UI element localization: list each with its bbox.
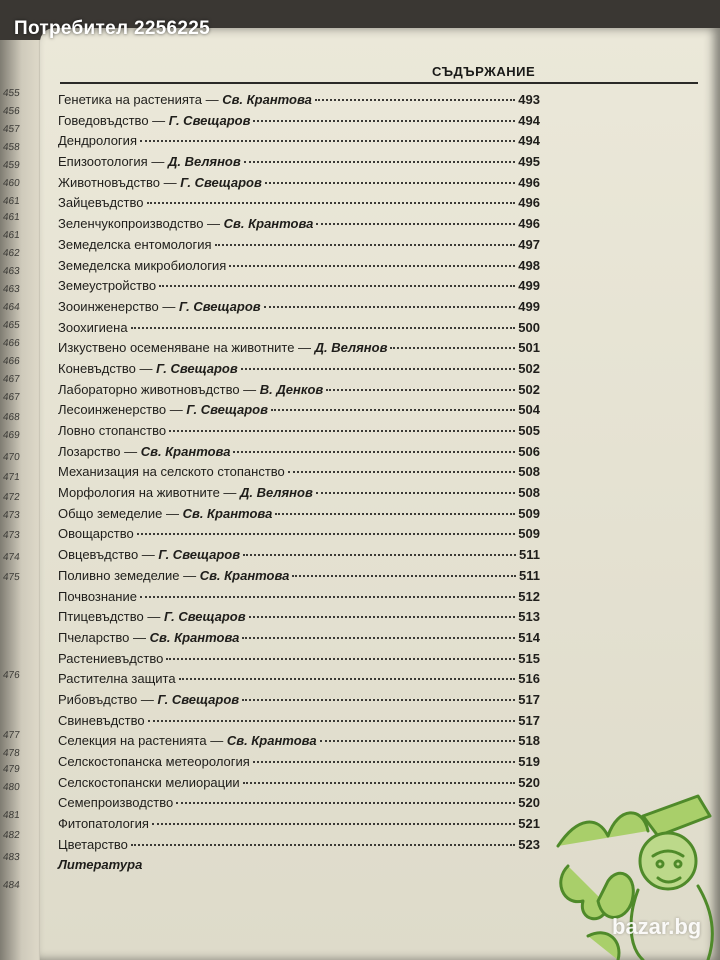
toc-dot-leader: [243, 554, 516, 556]
toc-entry-title: Поливно земеделие: [58, 567, 180, 583]
margin-page-number: 457: [2, 124, 21, 135]
toc-entry-title: Коневъдство: [58, 360, 136, 376]
toc-entry-title: Птицевъдство: [58, 609, 144, 625]
toc-dot-leader: [152, 823, 515, 825]
toc-entry: [58, 278, 540, 299]
toc-dot-leader: [326, 389, 515, 391]
header-divider: [60, 82, 698, 84]
toc-entry-dash: —: [137, 691, 158, 707]
toc-dot-leader: [244, 161, 516, 163]
toc-page-number: 496: [518, 216, 540, 232]
toc-entry-dash: —: [129, 629, 150, 645]
toc-entry-heading: [58, 837, 128, 852]
toc-entry-title: Лозарство: [58, 443, 121, 459]
toc-page-number: 502: [518, 360, 540, 376]
toc-entry-author: Св. Крантова: [223, 216, 314, 232]
toc-page-number: 514: [518, 629, 540, 645]
toc-entry-dash: —: [203, 216, 224, 232]
toc-entry-title: Овощарство: [58, 526, 134, 542]
margin-page-number: 470: [2, 452, 21, 463]
toc-entry: [58, 485, 540, 506]
toc-entry-title: Лесоинженерство: [58, 402, 167, 418]
toc-entry-author: Г. Свещаров: [179, 298, 261, 314]
toc-entry-dash: —: [148, 112, 169, 128]
toc-entry-dash: —: [135, 360, 157, 376]
toc-entry-title: Зоохигиена: [58, 319, 128, 335]
toc-entry-dash: —: [143, 609, 164, 625]
toc-entry-author: Св. Крантова: [149, 629, 240, 645]
toc-entry: [58, 444, 540, 465]
toc-entry-heading: [58, 816, 149, 831]
toc-entry: [58, 547, 540, 568]
user-watermark: Потребител 2256225: [14, 18, 211, 39]
toc-dot-leader: [315, 99, 515, 101]
margin-page-number: 461: [2, 212, 21, 223]
toc-entry-author: Г. Свещаров: [163, 609, 246, 625]
toc-entry-dash: —: [239, 381, 260, 397]
toc-dot-leader: [131, 327, 516, 329]
toc-entry-title: Земеделска ентомология: [58, 236, 212, 252]
toc-entry-author: Г. Свещаров: [156, 360, 238, 376]
toc-dot-leader: [253, 120, 515, 122]
toc-page-number: 523: [518, 836, 540, 852]
toc-entry-heading: [58, 857, 142, 872]
toc-dot-leader: [148, 720, 516, 722]
toc-entry-heading: [58, 92, 312, 107]
toc-dot-leader: [320, 740, 516, 742]
toc-page-number: 520: [518, 795, 540, 811]
toc-page-number: 520: [518, 774, 540, 790]
toc-page-number: 495: [518, 154, 540, 170]
toc-page-number: 504: [518, 402, 540, 418]
toc-page-number: 508: [518, 464, 540, 480]
margin-page-number: 466: [2, 356, 21, 367]
toc-page-number: 494: [518, 133, 540, 149]
toc-entry: [58, 837, 540, 858]
toc-entry: [58, 630, 540, 651]
toc-entry-heading: [58, 299, 261, 314]
toc-dot-leader: [179, 678, 516, 680]
toc-dot-leader: [166, 658, 515, 660]
toc-dot-leader: [275, 513, 515, 515]
toc-page-number: 500: [518, 319, 540, 335]
toc-entry-author: Св. Крантова: [222, 92, 312, 107]
toc-entry-title: Земеустройство: [58, 278, 157, 294]
margin-page-number: 462: [2, 248, 21, 259]
toc-entry: [58, 464, 540, 485]
toc-dot-leader: [229, 265, 515, 267]
toc-entry: [58, 754, 540, 775]
toc-entry-heading: [58, 340, 387, 355]
toc-entry-dash: —: [120, 443, 141, 459]
toc-entry: [58, 609, 540, 630]
toc-dot-leader: [292, 575, 516, 577]
margin-page-number: 463: [2, 266, 21, 277]
toc-entry-heading: [58, 444, 230, 459]
toc-entry-title: Свиневъдство: [58, 712, 145, 728]
toc-page-number: 519: [518, 754, 540, 769]
toc-entry: [58, 340, 540, 361]
margin-page-number: 467: [2, 374, 21, 385]
toc-entry: [58, 195, 540, 216]
toc-entry: [58, 857, 540, 878]
margin-page-number: 474: [2, 552, 21, 563]
toc-page-number: 517: [518, 691, 540, 707]
toc-entry-title: Зайцевъдство: [58, 195, 144, 211]
toc-entry: [58, 713, 540, 734]
toc-entry-title: Литература: [58, 857, 143, 873]
toc-dot-leader: [159, 285, 515, 287]
toc-page-number: 494: [518, 112, 540, 128]
toc-entry-heading: [58, 258, 226, 273]
toc-page-number: 496: [518, 174, 540, 190]
toc-entry-title: Говедовъдство: [58, 112, 149, 128]
toc-entry-author: Г. Свещаров: [180, 174, 262, 190]
toc-entry-heading: [58, 154, 241, 169]
toc-entry-dash: —: [166, 402, 187, 418]
toc-entry-heading: [58, 423, 166, 438]
toc-dot-leader: [249, 616, 516, 618]
margin-page-number: 476: [2, 670, 21, 681]
toc-dot-leader: [253, 761, 515, 763]
toc-entry-author: Г. Свещаров: [157, 691, 240, 707]
toc-entry: [58, 382, 540, 403]
toc-entry-title: Растителна защита: [58, 671, 176, 687]
toc-entry-heading: [58, 630, 239, 645]
toc-page-number: 502: [518, 381, 540, 397]
toc-page-number: 497: [518, 236, 540, 252]
toc-page-number: 506: [518, 443, 540, 459]
margin-page-number: 455: [2, 88, 21, 99]
toc-entry: [58, 175, 540, 196]
margin-page-number: 461: [2, 230, 21, 241]
toc-entry-title: Зеленчукопроизводство: [58, 216, 204, 232]
toc-dot-leader: [271, 409, 515, 411]
toc-page-number: 499: [518, 298, 540, 314]
toc-entry-heading: [58, 237, 212, 252]
toc-entry-heading: [58, 464, 285, 479]
toc-entry: [58, 423, 540, 444]
toc-page-number: 501: [518, 340, 540, 356]
toc-entry-author: Д. Велянов: [167, 154, 241, 170]
toc-entry-title: Зооинженерство: [58, 298, 159, 314]
toc-entry-title: Общо земеделие: [58, 505, 163, 521]
toc-entry-title: Животновъдство: [58, 174, 160, 190]
margin-page-number: 480: [2, 782, 21, 793]
toc-dot-leader: [131, 844, 515, 846]
toc-page-number: 505: [518, 423, 540, 438]
toc-dot-leader: [316, 492, 515, 494]
toc-dot-leader: [233, 451, 515, 453]
toc-dot-leader: [169, 430, 515, 432]
toc-entry: [58, 775, 540, 796]
toc-page-number: 518: [518, 733, 540, 749]
margin-page-number: 466: [2, 338, 21, 349]
margin-page-number: 475: [2, 572, 21, 583]
toc-entry-dash: —: [159, 174, 181, 190]
toc-entry-heading: [58, 526, 134, 541]
toc-entry-title: Селскостопански мелиорации: [58, 774, 240, 790]
margin-page-number: 468: [2, 412, 21, 423]
toc-entry-title: Овцевъдство: [58, 547, 139, 563]
toc-entry-heading: [58, 485, 313, 500]
toc-dot-leader: [241, 368, 516, 370]
toc-entry: [58, 299, 540, 320]
toc-entry-dash: —: [147, 154, 168, 170]
toc-page-number: 509: [518, 505, 540, 521]
toc-entry-title: Изкуствено осеменяване на животните: [58, 340, 295, 356]
toc-entry-heading: [58, 754, 250, 769]
toc-entry-title: Морфология на животните: [58, 485, 220, 501]
toc-entry-dash: —: [179, 567, 200, 583]
toc-entry-author: Д. Велянов: [240, 485, 313, 501]
toc-entry-author: Г. Свещаров: [186, 402, 268, 418]
toc-entry-heading: [58, 733, 317, 748]
toc-entry-title: Епизоотология: [58, 154, 148, 170]
toc-dot-leader: [242, 637, 515, 639]
toc-entry-heading: [58, 589, 137, 604]
margin-page-number: 481: [2, 810, 21, 821]
toc-entry-title: Механизация на селското стопанство: [58, 464, 285, 480]
toc-entry-author: Д. Велянов: [314, 340, 388, 356]
margin-page-number: 471: [2, 472, 21, 483]
margin-page-number: 469: [2, 430, 21, 441]
margin-page-number: 456: [2, 106, 21, 117]
toc-entry-author: Св. Крантова: [182, 505, 273, 521]
toc-entry: [58, 154, 540, 175]
toc-entry-heading: [58, 713, 145, 728]
bazar-logo: bazar.bg: [612, 914, 702, 939]
toc-page-number: 516: [518, 671, 540, 687]
toc-entry-heading: [58, 547, 240, 562]
toc-entry-title: Генетика на растенията: [58, 92, 202, 107]
margin-page-number: 465: [2, 320, 21, 331]
toc-dot-leader: [176, 802, 515, 804]
toc-entry-author: Св. Крантова: [199, 567, 290, 583]
toc-dot-leader: [147, 202, 516, 204]
toc-entry-heading: [58, 671, 176, 686]
toc-entry-heading: [58, 133, 137, 148]
toc-entry-title: Земеделска микробиология: [58, 257, 227, 273]
margin-page-number: 477: [2, 730, 21, 741]
toc-page-number: 493: [518, 92, 540, 107]
toc-entry-heading: [58, 175, 262, 190]
toc-dot-leader: [242, 699, 515, 701]
toc-entry-dash: —: [219, 485, 241, 501]
toc-entry: [58, 320, 540, 341]
toc-entry-author: Г. Свещаров: [158, 547, 241, 563]
toc-entry: [58, 506, 540, 527]
toc-dot-leader: [137, 533, 516, 535]
toc-entry-heading: [58, 795, 173, 810]
page-title: СЪДЪРЖАНИЕ: [432, 64, 536, 79]
margin-page-number: 464: [2, 302, 21, 313]
toc-entry-title: Растениевъдство: [58, 650, 164, 666]
toc-entry-heading: [58, 692, 239, 707]
toc-dot-leader: [316, 223, 515, 225]
toc-entry-heading: [58, 113, 250, 128]
toc-dot-leader: [140, 140, 515, 142]
toc-entry-dash: —: [162, 505, 183, 521]
toc-entry: [58, 526, 540, 547]
toc-page-number: 508: [518, 485, 540, 501]
toc-entry: [58, 589, 540, 610]
margin-page-number: 461: [2, 196, 21, 207]
toc-page-number: 499: [518, 278, 540, 294]
toc-page-number: 512: [518, 588, 540, 604]
toc-entry: [58, 692, 540, 713]
toc-entry-dash: —: [201, 92, 223, 107]
toc-entry-title: Почвознание: [58, 588, 137, 604]
toc-page-number: 496: [518, 195, 540, 211]
toc-entry-author: В. Денков: [259, 381, 324, 397]
toc-dot-leader: [288, 471, 516, 473]
toc-entry: [58, 113, 540, 134]
toc-entry-heading: [58, 506, 272, 521]
toc-entry-author: Св. Крантова: [140, 443, 231, 459]
toc-entry: [58, 651, 540, 672]
toc-entry-dash: —: [294, 340, 315, 356]
toc-entry: [58, 795, 540, 816]
toc-entry-title: Цветарство: [58, 836, 128, 852]
toc-dot-leader: [264, 306, 516, 308]
toc-entry: [58, 216, 540, 237]
toc-entry-title: Ловно стопанство: [58, 423, 167, 438]
margin-page-number: 473: [2, 530, 21, 541]
toc-entry-title: Селскостопанска метеорология: [58, 754, 250, 769]
toc-entry: [58, 361, 540, 382]
toc-page-number: 517: [518, 712, 540, 728]
toc-page-number: 509: [518, 526, 540, 542]
margin-page-number: 458: [2, 142, 21, 153]
toc-entry-title: Лабораторно животновъдство: [58, 381, 240, 397]
toc-entry: [58, 402, 540, 423]
toc-entry-heading: [58, 609, 246, 624]
toc-entry-heading: [58, 320, 128, 335]
margin-page-number: 459: [2, 160, 21, 171]
toc-dot-leader: [215, 244, 516, 246]
toc-entry-title: Семепроизводство: [58, 795, 174, 811]
toc-entry-title: Рибовъдство: [58, 691, 138, 707]
toc-entry: [58, 733, 540, 754]
toc-entry: [58, 671, 540, 692]
toc-entry-heading: [58, 216, 313, 231]
toc-page-number: 511: [519, 567, 540, 583]
toc-entry: [58, 816, 540, 837]
toc-page-number: 515: [518, 650, 540, 666]
toc-entry: [58, 133, 540, 154]
margin-page-number: 472: [2, 492, 21, 503]
table-of-contents: [58, 92, 540, 878]
toc-entry-heading: [58, 278, 156, 293]
toc-entry-heading: [58, 382, 323, 397]
toc-dot-leader: [265, 182, 515, 184]
margin-page-number: 473: [2, 510, 21, 521]
toc-entry-author: Г. Свещаров: [168, 112, 251, 128]
toc-entry-title: Селекция на растенията: [58, 733, 207, 749]
toc-entry: [58, 258, 540, 279]
toc-page-number: 521: [518, 816, 540, 832]
toc-entry-title: Пчеларство: [58, 629, 130, 645]
toc-entry-dash: —: [206, 733, 227, 749]
margin-page-number: 460: [2, 178, 21, 189]
toc-entry: [58, 92, 540, 113]
toc-page-number: 511: [519, 547, 540, 563]
toc-entry-heading: [58, 651, 163, 666]
margin-page-number: 479: [2, 764, 21, 775]
toc-entry-dash: —: [138, 547, 159, 563]
toc-dot-leader: [390, 347, 515, 349]
toc-entry: [58, 237, 540, 258]
toc-entry-heading: [58, 775, 240, 790]
toc-entry-title: Дендрология: [58, 133, 137, 149]
toc-dot-leader: [243, 782, 516, 784]
toc-page-number: 498: [518, 257, 540, 273]
toc-entry-heading: [58, 568, 289, 583]
toc-entry-title: Фитопатология: [58, 816, 149, 832]
margin-page-number: 478: [2, 748, 21, 759]
toc-entry-dash: —: [158, 298, 179, 314]
toc-entry-heading: [58, 402, 268, 417]
toc-entry-heading: [58, 195, 144, 210]
margin-page-number: 483: [2, 852, 21, 863]
toc-entry-author: Св. Крантова: [226, 733, 317, 749]
margin-page-number: 482: [2, 830, 21, 841]
toc-entry-heading: [58, 361, 238, 376]
margin-page-number: 484: [2, 880, 21, 891]
toc-page-number: 513: [518, 609, 540, 625]
margin-page-number: 467: [2, 392, 21, 403]
margin-page-number: 463: [2, 284, 21, 295]
toc-dot-leader: [140, 596, 515, 598]
toc-entry: [58, 568, 540, 589]
